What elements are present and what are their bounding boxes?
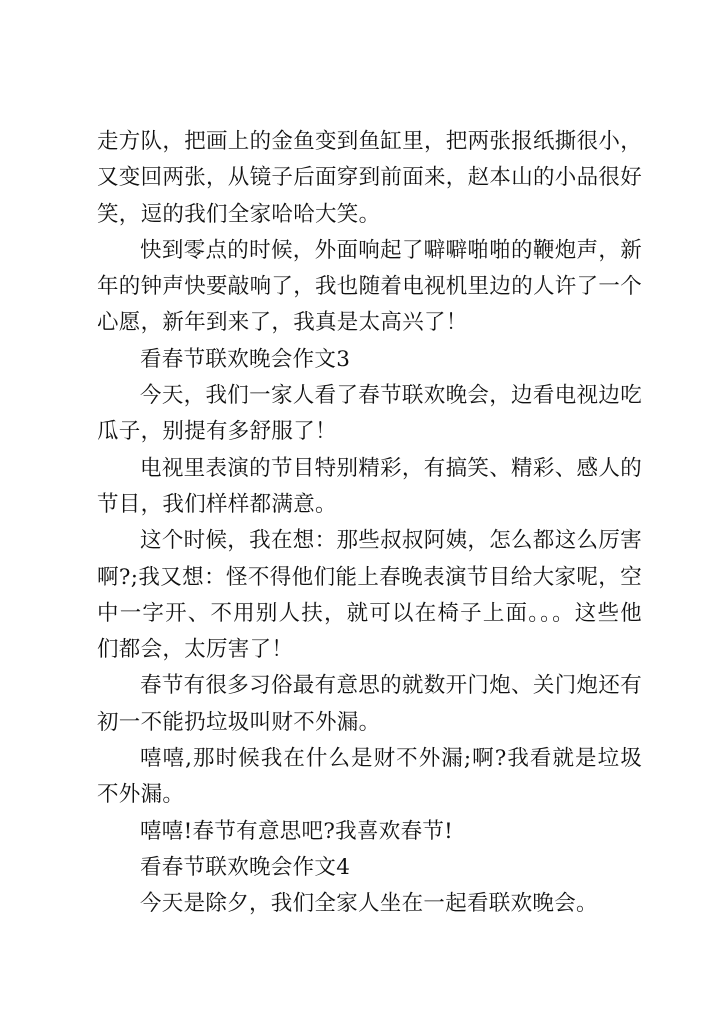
paragraph: 春节有很多习俗最有意思的就数开门炮、关门炮还有初一不能扔垃圾叫财不外漏。 — [97, 673, 642, 735]
paragraph: 今天是除夕，我们全家人坐在一起看联欢晚会。 — [140, 891, 598, 917]
section-heading: 看春节联欢晚会作文4 — [140, 854, 351, 880]
document-body — [97, 124, 642, 923]
paragraph: 这个时候，我在想：那些叔叔阿姨，怎么都这么厉害啊?;我又想：怪不得他们能上春晚表演节目给大家呢，空中一字开、不用别人扶，就可以在椅子上面。。。这些他们都会，太厉害了！ — [97, 528, 642, 663]
paragraph: 电视里表演的节目特别精彩，有搞笑、精彩、感人的节目，我们样样都满意。 — [97, 455, 642, 517]
paragraph: 嘻嘻,那时候我在什么是财不外漏;啊?我看就是垃圾不外漏。 — [97, 746, 642, 808]
section-heading: 看春节联欢晚会作文3 — [140, 346, 351, 372]
paragraph-continuation: 走方队，把画上的金鱼变到鱼缸里，把两张报纸撕很小，又变回两张，从镜子后面穿到前面来，赵本山的小品很好笑，逗的我们全家哈哈大笑。 — [97, 129, 643, 227]
paragraph: 嘻嘻!春节有意思吧?我喜欢春节! — [140, 818, 454, 844]
paragraph: 今天，我们一家人看了春节联欢晚会，边看电视边吃瓜子，别提有多舒服了！ — [97, 383, 642, 445]
paragraph: 快到零点的时候，外面响起了噼噼啪啪的鞭炮声，新年的钟声快要敲响了，我也随着电视机里边的人许了一个心愿，新年到来了，我真是太高兴了！ — [97, 237, 643, 336]
